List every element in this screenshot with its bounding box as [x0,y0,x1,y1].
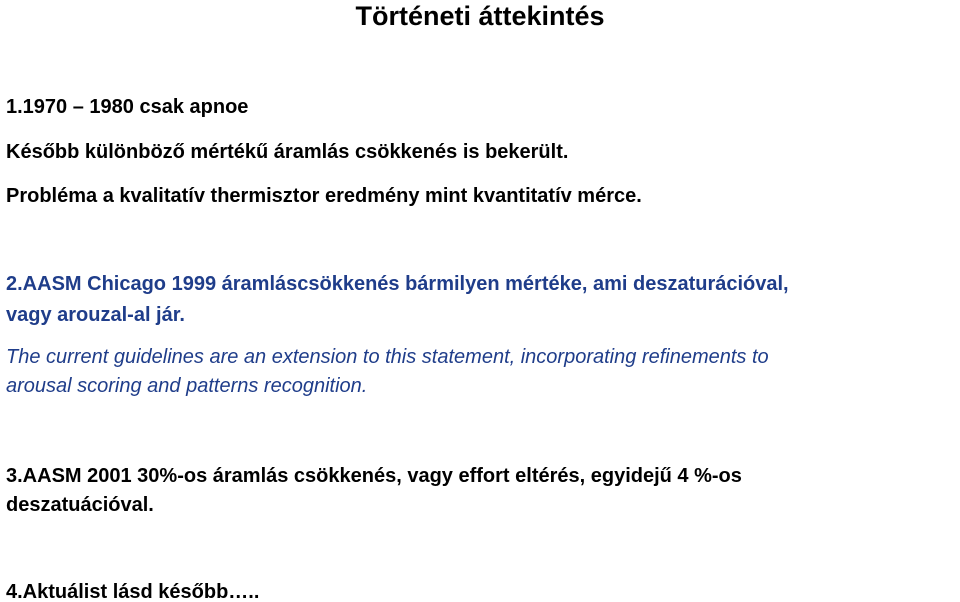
item3-line-2: deszatuációval. [6,494,154,516]
item2-note-line-2: arousal scoring and patterns recognition. [6,375,368,397]
item2-note-line-1: The current guidelines are an extension to this statement, incorporating refinements to [6,346,769,368]
item1-line-1: Később különböző mértékű áramlás csökkenés is bekerült. [6,141,569,163]
item4-text: 4.Aktuálist lásd később….. [6,581,260,602]
slide-title: Történeti áttekintés [355,1,605,31]
item3-line-1: 3.AASM 2001 30%-os áramlás csökkenés, vagy effort eltérés, egyidejű 4 %-os [6,465,742,487]
item1-line-2: Probléma a kvalitatív thermisztor eredmény mint kvantitatív mérce. [6,185,642,207]
item2-heading-line-1: 2.AASM Chicago 1999 áramláscsökkenés bármilyen mértéke, ami deszaturációval, [6,273,789,295]
item2-heading-line-2: vagy arouzal-al jár. [6,304,185,326]
item1-heading: 1.1970 – 1980 csak apnoe [6,96,249,118]
